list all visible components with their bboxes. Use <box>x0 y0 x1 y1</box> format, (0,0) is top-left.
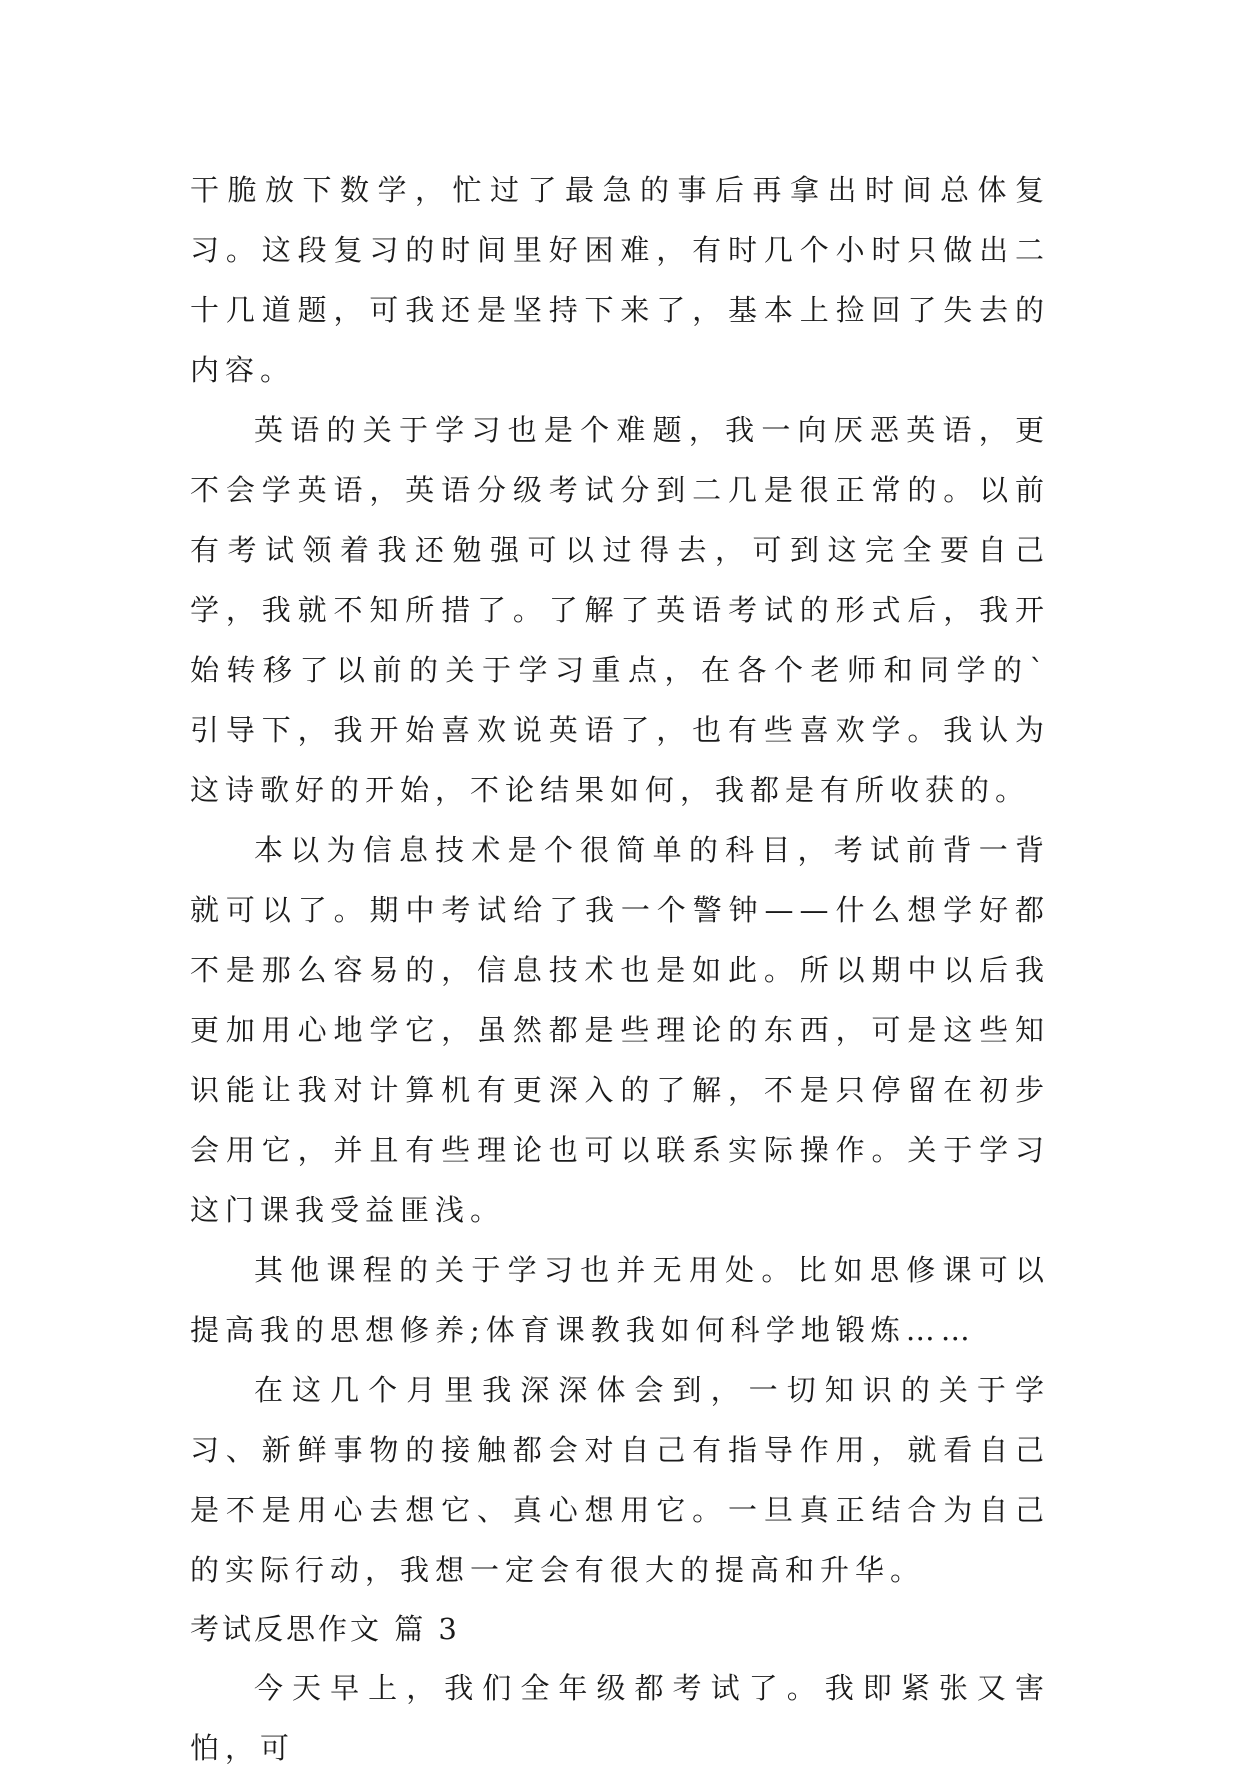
paragraph-5: 在这几个月里我深深体会到，一切知识的关于学习、新鲜事物的接触都会对自己有指导作用，就看自己是不是用心去想它、真心想用它。一旦真正结合为自己的实际行动，我想一定会有很大的提高和升华。 <box>190 1373 1050 1587</box>
paragraph-6: 今天早上，我们全年级都考试了。我即紧张又害怕，可 <box>190 1671 1050 1765</box>
document-body <box>190 160 1050 1778</box>
paragraph-4: 其他课程的关于学习也并无用处。比如思修课可以提高我的思想修养;体育课教我如何科学地锻炼…… <box>190 1253 1050 1347</box>
paragraph-1: 干脆放下数学，忙过了最急的事后再拿出时间总体复习。这段复习的时间里好困难，有时几个小时只做出二十几道题，可我还是坚持下来了，基本上捡回了失去的内容。 <box>190 173 1050 387</box>
section-heading: 考试反思作文 篇 3 <box>190 1612 460 1646</box>
paragraph-3: 本以为信息技术是个很简单的科目，考试前背一背就可以了。期中考试给了我一个警钟——什么想学好都不是那么容易的，信息技术也是如此。所以期中以后我更加用心地学它，虽然都是些理论的东西，可是这些知识能让我对计算机有更深入的了解，不是只停留在初步会用它，并且有些理论也可以联系实际操作。关于学习这门课我受益匪浅。 <box>190 833 1050 1227</box>
paragraph-2: 英语的关于学习也是个难题，我一向厌恶英语，更不会学英语，英语分级考试分到二几是很正常的。以前有考试领着我还勉强可以过得去，可到这完全要自己学，我就不知所措了。了解了英语考试的形式后，我开始转移了以前的关于学习重点，在各个老师和同学的`引导下，我开始喜欢说英语了，也有些喜欢学。我认为这诗歌好的开始，不论结果如何，我都是有所收获的。 <box>190 413 1050 807</box>
